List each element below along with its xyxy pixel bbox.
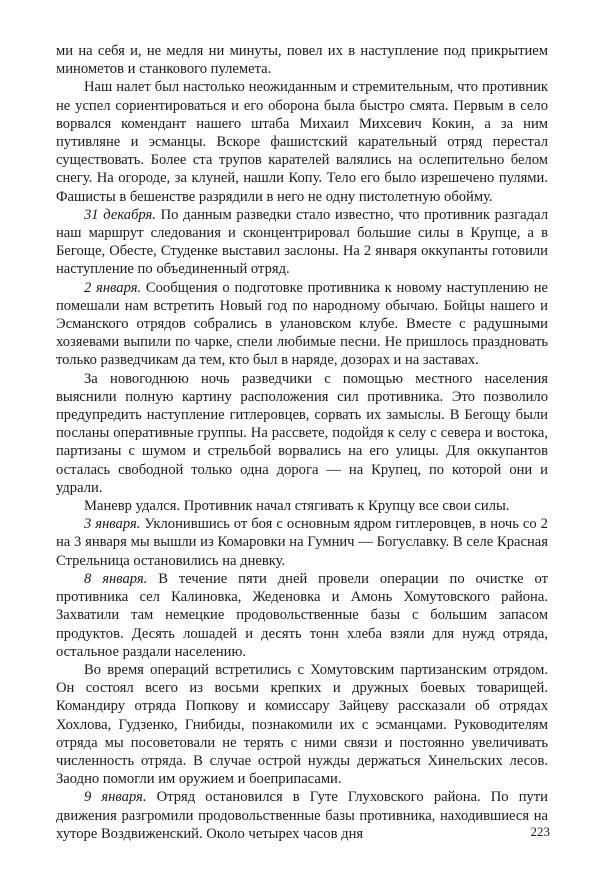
diary-entry	[56, 279, 548, 370]
paragraph-text: Наш налет был настолько неожиданным и стремительным, что противник не успел сориентироваться и его оборона была быстро смята. Первым в село ворвался комендант нашего штаба Михаил Михсевич Кокин, а за ним путивляне и эсманцы. Вскоре фашистский карательный отряд перестал существовать. Более ста трупов карателей валялись на ослепительно белом снегу. На огороде, за клуней, нашли Копу. Тело его было изрешечено пулями. Фашисты в бешенстве разрядили в него не одну пистолетную обойму.	[56, 79, 548, 205]
entry-date: 31 декабря.	[84, 206, 156, 223]
page-number: 223	[530, 824, 550, 839]
paragraph-text: ми на себя и, не медля ни минуты, повел их в наступление под прикрытием минометов и станкового пулемета.	[56, 43, 548, 78]
entry-date: 3 января.	[84, 516, 141, 533]
diary-entry	[56, 515, 548, 570]
paragraph	[56, 78, 548, 205]
paragraph	[56, 497, 548, 515]
diary-entry	[56, 570, 548, 661]
paragraph-text: Маневр удался. Противник начал стягивать к Крупцу все свои силы.	[84, 498, 510, 515]
paragraph-text: Во время операций встретились с Хомутовским партизанским отрядом. Он состоял всего из восьми крепких и дружных боевых товарищей. Командиру отряда Попкову и комиссару Зайцеву рассказали об отрядах Хохлова, Гудзенко, Гнибиды, познакомили их с эсманцами. Руководителям отряда мы посоветовали не терять с ними связи и постоянно увеличивать численность отряда. В случае острой нужды держаться Хинельских лесов. Заодно помогли им оружием и боеприпасами.	[56, 661, 548, 788]
paragraph-continuation	[56, 42, 548, 78]
entry-date: 2 января.	[84, 279, 142, 296]
paragraph-text: В течение пяти дней провели операции по очистке от противника сел Калиновка, Жеденовка и Амонь Хомутовского района. Захватили там немецкие продовольственные базы с большим запасом продуктов. Десять лошадей и десять тонн хлеба взяли для нужд отряда, остальное раздали населению.	[56, 570, 549, 660]
paragraph-text: По данным разведки стало известно, что противник разгадал наш маршрут следования и сконцентрировал большие силы в Крупце, а в Бегоще, Обесте, Студенке выставил заслоны. На 2 января оккупанты готовили наступление по объединенный отряд.	[56, 206, 548, 278]
paragraph-text: За новогоднюю ночь разведчики с помощью местного населения выяснили полную картину расположения сил противника. Это позволило предупредить наступление гитлеровцев, сорвать их замыслы. В Бегощу были посланы оперативные группы. На рассвете, подойдя к селу с севера и востока, партизаны с шумом и стрельбой ворвались на его улицы. Для оккупантов осталась свободной только одна дорога — на Крупец, по которой они и удрали.	[56, 370, 548, 496]
paragraph-text: Сообщения о подготовке противника к новому наступлению не помешали нам встретить Новый год по народному обычаю. Бойцы нашего и Эсманского отрядов собрались в улановском клубе. Вместе с радушными хозяевами выпили по чарке, спели любимые песни. Не пришлось праздновать только разведчикам да тем, кто был в наряде, дозорах и на заставах.	[56, 279, 548, 369]
diary-entry	[56, 788, 548, 843]
paragraph	[56, 370, 548, 497]
entry-date: 8 января.	[84, 570, 148, 587]
diary-entry	[56, 206, 548, 279]
paragraph-text: Отряд остановился в Гуте Глуховского района. По пути движения разгромили продовольственные базы противника, находившиеся на хуторе Воздвиженский. Около четырех часов дня	[56, 789, 548, 842]
page-text	[56, 42, 548, 843]
entry-date: 9 января.	[84, 789, 147, 806]
paragraph	[56, 661, 548, 788]
paragraph-text: Уклонившись от боя с основным ядром гитлеровцев, в ночь со 2 на 3 января мы вышли из Комаровки на Гумнич — Богуславку. В селе Красная Стрельница остановились на дневку.	[56, 516, 548, 569]
